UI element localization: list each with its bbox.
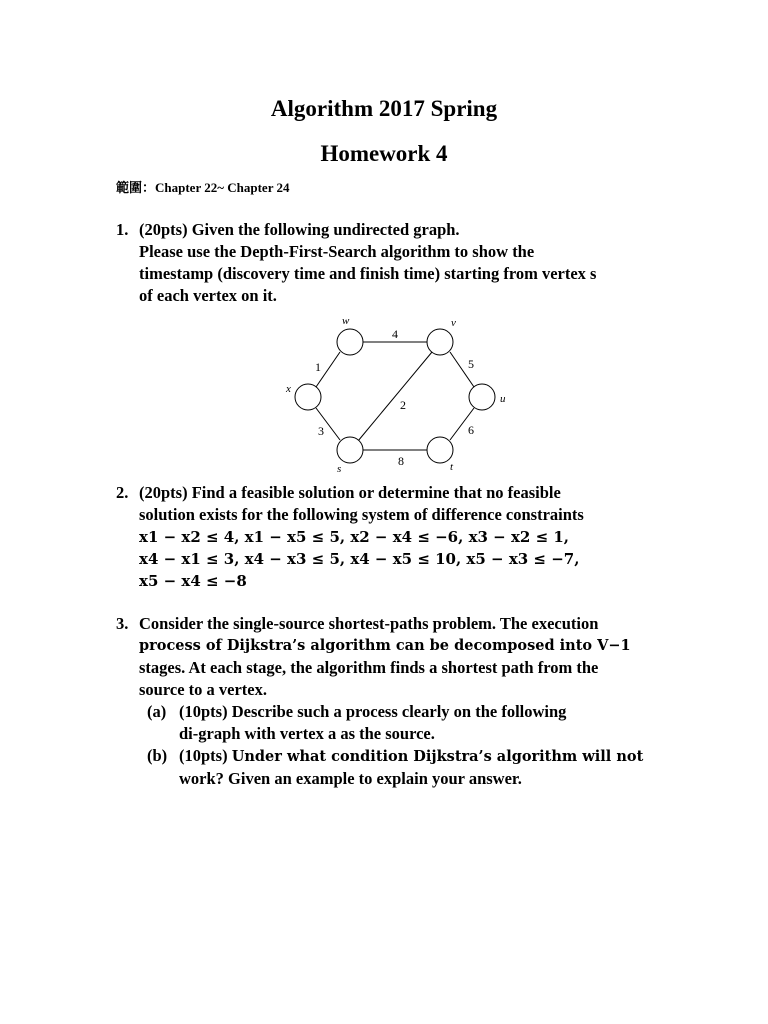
graph-edges: [316, 342, 474, 450]
question-text-line: of each vertex on it.: [139, 286, 277, 305]
vertex-t: [427, 437, 453, 463]
vertex-u: [469, 384, 495, 410]
vertex-label-w: w: [342, 315, 350, 327]
vertex-label-x: x: [286, 383, 291, 395]
question-text-line: timestamp (discovery time and finish time) starting from vertex s: [139, 264, 597, 283]
scope-text: 範圍：Chapter 22~ Chapter 24: [116, 180, 290, 195]
vertex-label-s: s: [337, 463, 342, 475]
vertex-s: [337, 437, 363, 463]
constraint-line: x1 − x2 ≤ 4, x1 − x5 ≤ 5, x2 − x4 ≤ −6, x3 − x2 ≤ 1,: [139, 528, 570, 546]
edge-weight-v-u: 5: [468, 357, 474, 371]
subquestion-text-line: di-graph with vertex a as the source.: [179, 724, 435, 743]
vertex-v: [427, 329, 453, 355]
question-text-line: Please use the Depth-First-Search algorithm to show the: [139, 242, 535, 261]
question-number: 1.: [116, 220, 129, 239]
question-text-line: (20pts) Find a feasible solution or determine that no feasible: [139, 483, 561, 502]
constraint-line: x4 − x1 ≤ 3, x4 − x3 ≤ 5, x4 − x5 ≤ 10, x5 − x3 ≤ −7,: [139, 550, 580, 568]
subquestion-text-line: (10pts) Describe such a process clearly on the following: [179, 702, 567, 721]
page-subtitle: Homework 4: [320, 141, 448, 166]
question-number: 2.: [116, 483, 129, 502]
edge-weight-w-v: 4: [392, 327, 398, 341]
constraint-line: x5 − x4 ≤ −8: [139, 572, 247, 590]
vertex-x: [295, 384, 321, 410]
subquestion-a: [147, 701, 659, 745]
vertex-w: [337, 329, 363, 355]
question-text-line: process of Dijkstra’s algorithm can be decomposed into V−1: [139, 637, 631, 654]
question-3: [116, 613, 659, 790]
vertex-label-t: t: [450, 461, 454, 473]
undirected-graph-figure: [278, 310, 518, 480]
question-number: 3.: [116, 614, 129, 633]
question-text-line: source to a vertex.: [139, 680, 267, 699]
subquestion-b: [147, 745, 659, 790]
subquestion-text: Under what condition Dijkstra’s algorithm will not: [231, 748, 644, 765]
question-1: [116, 219, 659, 307]
page-title: Algorithm 2017 Spring: [270, 96, 498, 121]
edge-weight-s-v: 2: [400, 398, 406, 412]
question-text-line: Consider the single-source shortest-paths problem. The execution: [139, 614, 599, 633]
question-2: [116, 482, 659, 592]
vertex-label-v: v: [451, 317, 456, 329]
edge-weight-x-s: 3: [318, 424, 324, 438]
subquestion-label: (a): [147, 702, 167, 721]
question-text-line: (20pts) Given the following undirected graph.: [139, 220, 460, 239]
edge-s-v: [358, 352, 432, 441]
vertex-label-u: u: [500, 393, 506, 405]
edge-weight-s-t: 8: [398, 454, 404, 468]
subquestion-label: (b): [147, 746, 168, 765]
subquestion-text-line: work? Given an example to explain your answer.: [179, 769, 522, 788]
question-text-line: solution exists for the following system of difference constraints: [139, 505, 584, 524]
subquestion-text-line: [179, 745, 659, 768]
edge-weight-u-t: 6: [468, 423, 474, 437]
question-text-line: stages. At each stage, the algorithm finds a shortest path from the: [139, 658, 599, 677]
subquestion-points: (10pts): [179, 746, 232, 765]
edge-weight-x-w: 1: [315, 360, 321, 374]
